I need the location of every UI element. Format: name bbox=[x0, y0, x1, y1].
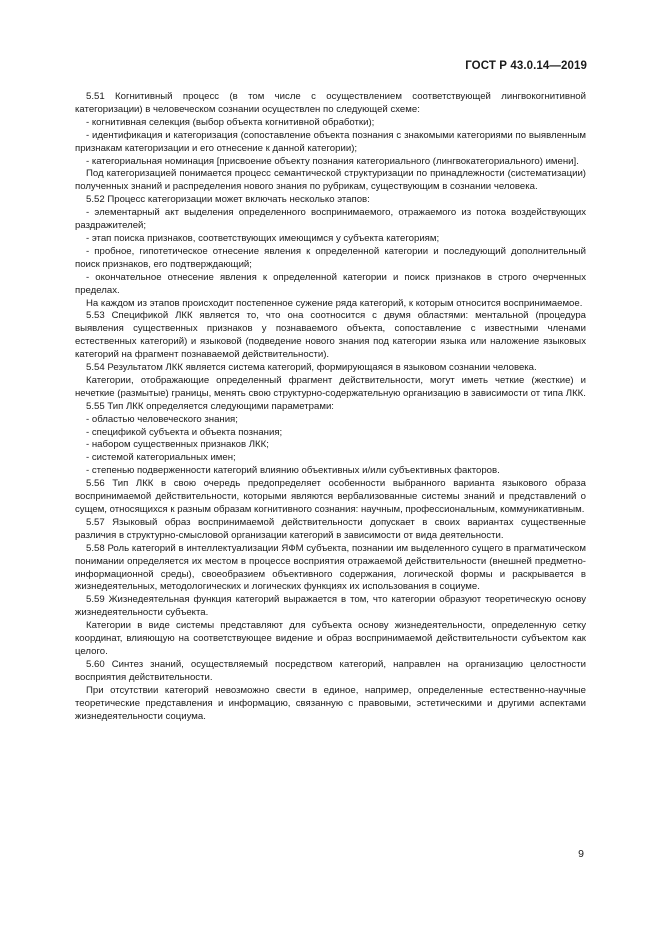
paragraph: Категории, отображающие определенный фрагмент действительности, могут иметь четкие (жесткие) и нечеткие (размытые) границы, менять свою структурно-содержательную организацию в зависимости от типа ЛКК. bbox=[75, 374, 586, 399]
paragraph: 5.57 Языковый образ воспринимаемой действительности допускает в своих вариантах существенные различия в структурно-смысловой организации категорий в зависимости от вида деятельности. bbox=[75, 516, 586, 541]
paragraph: 5.59 Жизнедеятельная функция категорий выражается в том, что категории образуют теоретическую основу жизнедеятельности субъекта. bbox=[75, 594, 586, 619]
paragraph: - элементарный акт выделения определенного воспринимаемого, отражаемого из потока воздействующих раздражителей; bbox=[75, 207, 586, 232]
paragraph: 5.51 Когнитивный процесс (в том числе с осуществлением соответствующей лингвокогнитивной категоризации) в человеческом сознании осуществлен по следующей схеме: bbox=[75, 91, 586, 115]
paragraph: - системой категориальных имен; bbox=[86, 452, 236, 464]
paragraph: - категориальная номинация [присвоение объекту познания категориального (лингвокатегориального) имени]. bbox=[86, 155, 579, 167]
paragraph: - окончательное отнесение явления к определенной категории и поиск признаков в строго очерченных пределах. bbox=[75, 271, 586, 296]
paragraph: На каждом из этапов происходит постепенное сужение ряда категорий, к которым относится воспринимаемое. bbox=[86, 297, 583, 309]
paragraph: 5.55 Тип ЛКК определяется следующими параметрами: bbox=[86, 400, 334, 412]
paragraph: - пробное, гипотетическое отнесение явления к определенной категории и последующий дополнительный поиск признаков, его подтверждающий; bbox=[75, 245, 586, 270]
paragraph: 5.56 Тип ЛКК в свою очередь предопределяет особенности выбранного варианта языкового образа воспринимаемой действительности, которыми являются вербализованные системы знаний и представлений о сущем, относящихся к разным образам когнитивного сознания: научным, профессиональным, коммуникативным. bbox=[75, 478, 586, 515]
paragraph: При отсутствии категорий невозможно свести в единое, например, определенные естественно-научные теоретические представления и информацию, связанную с правовыми, эстетическими и другими аспектами жизнедеятельности социума. bbox=[75, 684, 586, 722]
paragraph: Под категоризацией понимается процесс семантической структуризации по принадлежности (систематизации) полученных знаний и распределения нового знания по рубрикам, существующим в сознании человека. bbox=[75, 168, 586, 193]
paragraph: 5.58 Роль категорий в интеллектуализации ЯФМ субъекта, познании им выделенного сущего в прагматическом понимании определяется их местом в процессе восприятия отражаемой действительности (внешней предметно-информационной среды), своеобразием объективного содержания, логической формы и раскрывается в жизнедеятельных, методологических и логических функциях их использования в социуме. bbox=[75, 542, 586, 593]
paragraph: - этап поиска признаков, соответствующих имеющимся у субъекта категориям; bbox=[86, 232, 440, 244]
page-number: 9 bbox=[578, 848, 584, 860]
paragraph: - спецификой субъекта и объекта познания; bbox=[86, 426, 283, 438]
paragraph: 5.54 Результатом ЛКК является система категорий, формирующаяся в языковом сознании человека. bbox=[86, 362, 537, 374]
paragraph: - когнитивная селекция (выбор объекта когнитивной обработки); bbox=[86, 116, 375, 128]
paragraph: 5.52 Процесс категоризации может включать несколько этапов: bbox=[86, 194, 370, 206]
paragraph: - степенью подверженности категорий влиянию объективных и/или субъективных факторов. bbox=[86, 465, 500, 477]
paragraph: - областью человеческого знания; bbox=[86, 413, 238, 425]
paragraph: 5.53 Спецификой ЛКК является то, что она соотносится с двумя областями: ментальной (процедура выявления существенных признаков у познаваемого объекта, сопоставление с известными членами естественных категорий) и языковой (подведение нового знания под категории языка или наложение языковых категорий на фрагмент познаваемой действительности). bbox=[75, 310, 586, 361]
paragraph: - набором существенных признаков ЛКК; bbox=[86, 439, 269, 451]
document-body bbox=[75, 91, 586, 723]
paragraph: - идентификация и категоризация (сопоставление объекта познания с знакомыми категориями по выявленным признакам категоризации и его отнесение к данной категории); bbox=[75, 129, 586, 154]
document-header: ГОСТ Р 43.0.14—2019 bbox=[465, 60, 587, 72]
paragraph: 5.60 Синтез знаний, осуществляемый посредством категорий, направлен на организацию целостности восприятия действительности. bbox=[75, 658, 586, 683]
paragraph: Категории в виде системы представляют для субъекта основу жизнедеятельности, определенную сетку координат, влияющую на соответствующее видение и образ воспринимаемой действительности субъектом как целого. bbox=[75, 620, 586, 657]
